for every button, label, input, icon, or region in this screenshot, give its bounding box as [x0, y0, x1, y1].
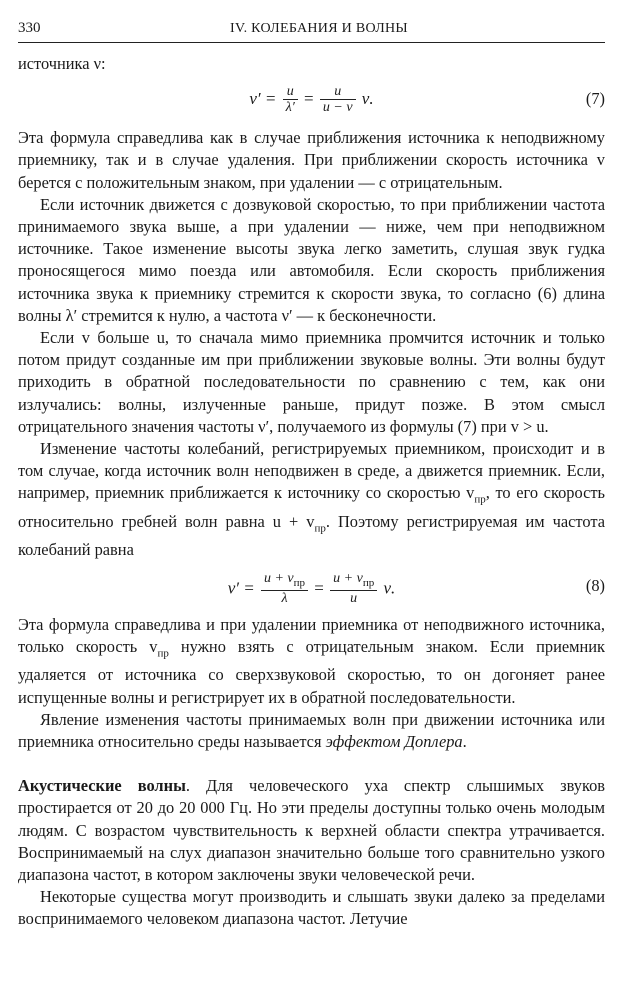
equation-7 — [18, 75, 605, 127]
equation-8 — [18, 562, 605, 614]
paragraph-4: Изменение частоты колебаний, регистрируемых приемником, происходит и в том случае, когда источник волн неподвижен в среде, а движется приемник. Если, например, приемник приближается к источнику со скоростью $v_{пр}$, то его скорость относительно гребней волн равна $u + v_{пр}$. Поэтому регистрируемая им частота колебаний равна — [18, 439, 605, 560]
page-body — [18, 53, 605, 931]
paragraph-3: Если v больше u, то сначала мимо приемника промчится источник и только потом придут созданные им при приближении звуковые волны. Эти волны будут приходить в обратной последовательности по сравнению с тем, как они излучались: волны, излученные раньше, придут позже. В этом смысл отрицательного значения частоты ν′, получаемого из формулы (7) при v > u. — [18, 328, 605, 436]
running-header — [18, 18, 605, 43]
paragraph-acoustic-waves: Акустические волны. Для человеческого уха спектр слышимых звуков простирается от 20 до 20 000 Гц. Но эти пределы доступны только очень молодым людям. С возрастом чувствительность к верхней области спектра утрачивается. Воспринимаемый на слух диапазон значительно больше того сравнительно узкого диапазона частот, в котором заключены звуки человеческой речи. — [18, 776, 606, 884]
paragraph-0: источника ν: — [18, 54, 106, 73]
doppler-effect-term: эффектом Доплера — [325, 731, 463, 751]
page-number: 330 — [18, 20, 41, 36]
equation-7-number: (7) — [585, 89, 605, 109]
section-gap — [18, 753, 605, 775]
section-heading-acoustic-waves: Акустические волны — [18, 776, 186, 796]
eq7-fraction-2: $\frac{u}{u - v}$ — [320, 84, 356, 116]
eq8-fraction-1: $\frac{u + v_{пр}}{\lambda}$ — [261, 571, 308, 608]
paragraph-8: Некоторые существа могут производить и слышать звуки далеко за пределами воспринимаемого человеком диапазона частот. Летучие — [18, 887, 605, 929]
equation-8-formula: ν′ = $\frac{u + v_{пр}}{\lambda}$ = $\frac{u + v_{пр}}{u}$ ν. — [227, 570, 396, 607]
paragraph-1: Эта формула справедлива как в случае приближения источника к неподвижному приемнику, так и в случае удаления. При приближении скорость источника v берется с положительным знаком, при удалении — с отрицательным. — [18, 128, 605, 192]
paragraph-6: Явление изменения частоты принимаемых волн при движении источника или приемника относительно среды называется эффектом Доплера. — [18, 709, 605, 751]
paragraph-2: Если источник движется с дозвуковой скоростью, то при приближении частота принимаемого звука выше, а при удалении — ниже, чем при неподвижном источнике. Такое изменение высоты звука легко заметить, слушая звук гудка проносящегося мимо поезда или автомобиля. Если скорость приближения источника звука к приемнику стремится к скорости звука, то согласно (6) длина волны λ′ стремится к нулю, а частота ν′ — к бесконечности. — [18, 194, 605, 325]
equation-8-number: (8) — [585, 575, 605, 595]
paragraph-5: Эта формула справедлива и при удалении приемника от неподвижного источника, только скорость $v_{пр}$ нужно взять с отрицательным знаком. Если приемник удаляется от источника со сверхзвуковой скоростью, то он догоняет ранее испущенные волны и регистрирует их в обратной последовательности. — [18, 614, 605, 707]
chapter-title: IV. КОЛЕБАНИЯ И ВОЛНЫ — [230, 21, 408, 36]
equation-7-formula: ν′ = $\frac{u}{\lambda'}$ = $\frac{u}{u - v}$ ν. — [249, 84, 374, 116]
eq7-fraction-1: $\frac{u}{\lambda'}$ — [283, 84, 298, 116]
book-page — [18, 18, 605, 931]
eq8-fraction-2: $\frac{u + v_{пр}}{u}$ — [330, 571, 377, 608]
